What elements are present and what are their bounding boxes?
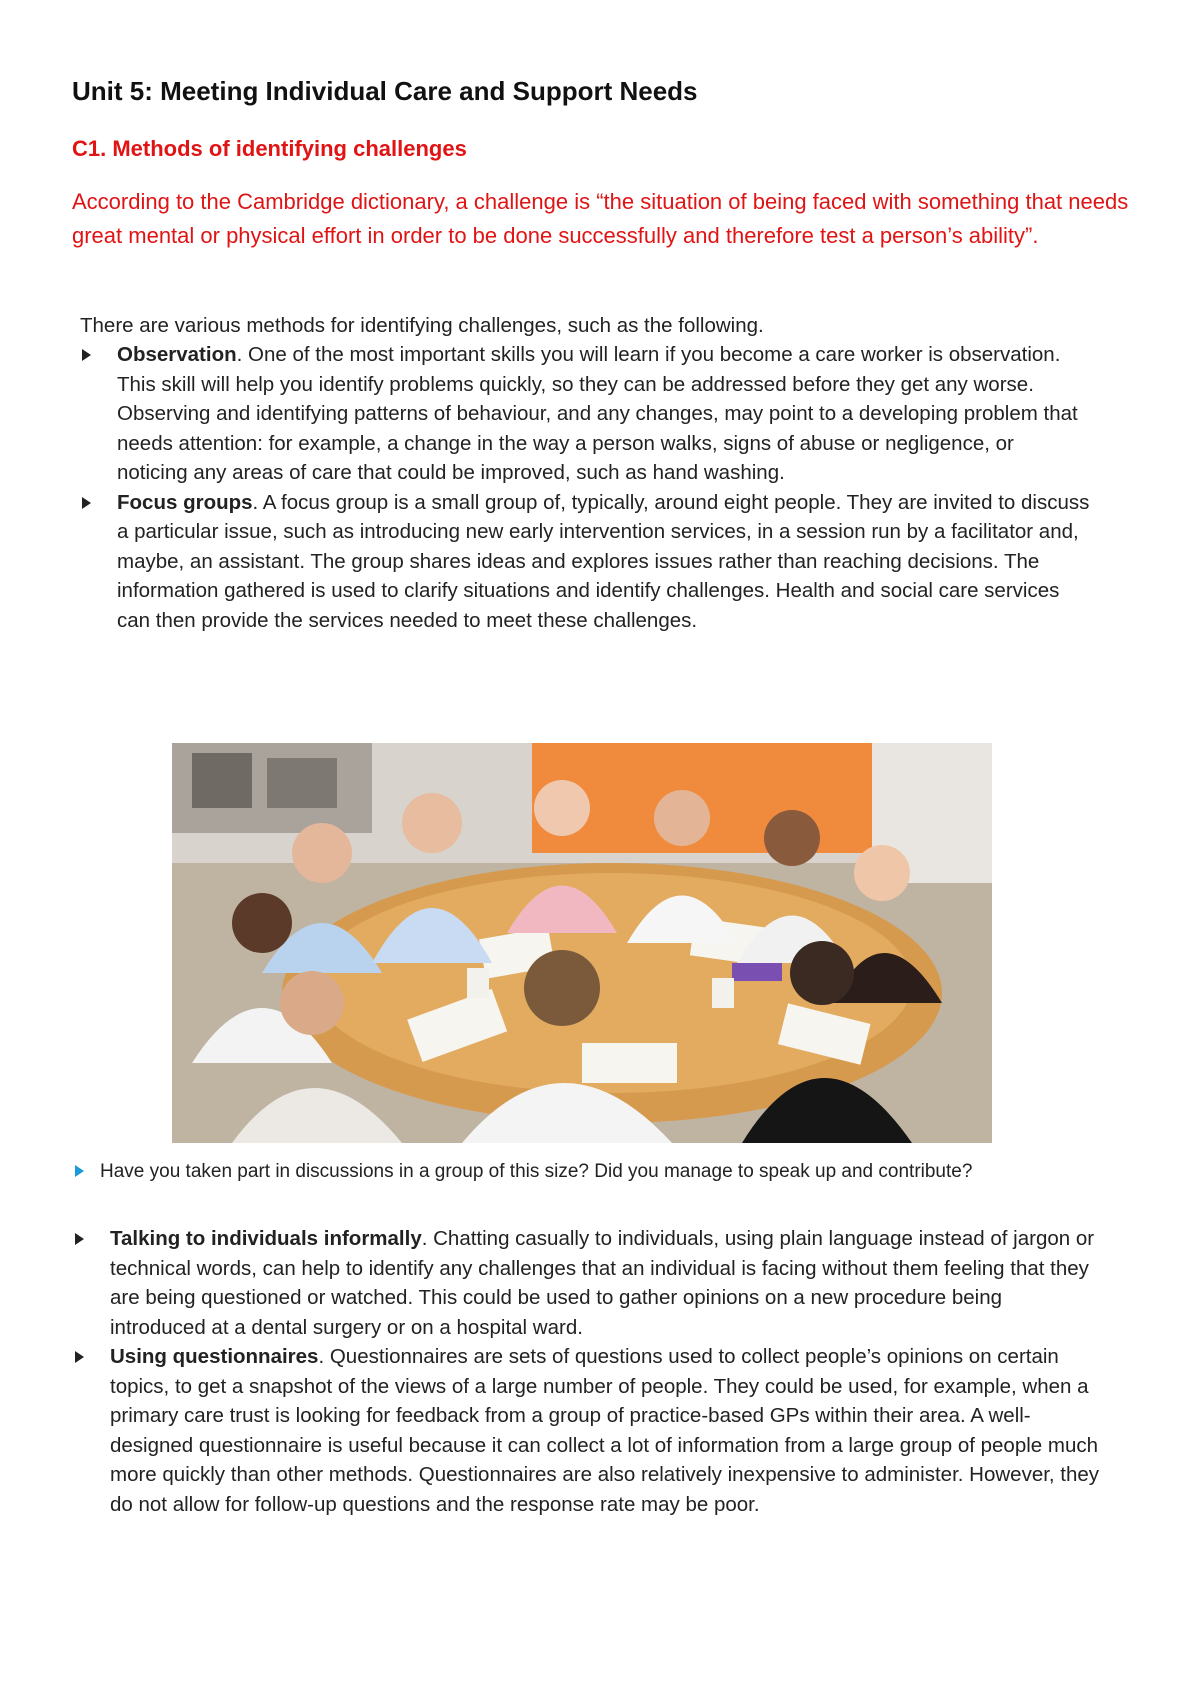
triangle-bullet-icon: [75, 1351, 84, 1363]
photo-caption: [75, 1159, 1095, 1184]
methods-list-top: [80, 340, 1090, 635]
meeting-photo-illustration: [172, 743, 992, 1143]
page-title: Unit 5: Meeting Individual Care and Support Needs: [72, 76, 698, 106]
intro-text: There are various methods for identifying challenges, such as the following.: [80, 314, 764, 337]
focus-group-photo: [172, 743, 992, 1143]
focus-groups-text: . A focus group is a small group of, typically, around eight people. They are invited to discuss a particular issue, such as introducing new early intervention services, in a session run by a facilitator and, maybe, an assistant. The group shares ideas and explores issues rather than reaching decisions. The information gathered is used to clarify situations and identify challenges. Health and social care services can then provide the services needed to meet these challenges.: [117, 490, 1090, 632]
questionnaires-text: . Questionnaires are sets of questions used to collect people’s opinions on certain topics, to get a snapshot of the views of a large number of people. They could be used, for example, when a primary care trust is looking for feedback from a group of practice-based GPs within their area. A well-designed questionnaire is useful because it can collect a lot of information from a large group of people much more quickly than other methods. Questionnaires are also relatively inexpensive to administer. However, they do not allow for follow-up questions and the response rate may be poor.: [110, 1345, 1100, 1516]
section-heading: C1. Methods of identifying challenges: [72, 136, 467, 161]
term-observation: Observation: [117, 343, 237, 366]
list-item-focus-groups: [80, 488, 1090, 636]
list-item-observation: [80, 340, 1090, 488]
talking-informally-text: . Chatting casually to individuals, using plain language instead of jargon or technical words, can help to identify any challenges that an individual is facing without them feeling that they are being questioned or watched. This could be used to gather opinions on a new procedure being introduced at a dental surgery or on a hospital ward.: [110, 1227, 1095, 1339]
term-focus-groups: Focus groups: [117, 490, 253, 514]
list-item-questionnaires: [73, 1342, 1103, 1519]
triangle-bullet-icon: [82, 497, 91, 509]
triangle-bullet-icon: [75, 1233, 84, 1245]
term-questionnaires: Using questionnaires: [110, 1345, 319, 1368]
observation-text: . One of the most important skills you will learn if you become a care worker is observation. This skill will help you identify problems quickly, so they can be addressed before they get any worse. Observing and identifying patterns of behaviour, and any changes, may point to a developing problem that needs attention: for example, a change in the way a person walks, signs of abuse or negligence, or noticing any areas of care that could be improved, such as hand washing.: [117, 343, 1078, 484]
caption-text: Have you taken part in discussions in a group of this size? Did you manage to speak up and contribute?: [100, 1161, 973, 1182]
methods-list-bottom: [73, 1224, 1103, 1519]
triangle-bullet-icon: [82, 349, 91, 361]
blue-triangle-bullet-icon: [75, 1165, 84, 1177]
term-talking-informally: Talking to individuals informally: [110, 1227, 422, 1250]
definition-text: According to the Cambridge dictionary, a challenge is “the situation of being faced with something that needs great mental or physical effort in order to be done successfully and therefore test a person’s ability”.: [72, 189, 1129, 248]
list-item-talking-informally: [73, 1224, 1103, 1342]
